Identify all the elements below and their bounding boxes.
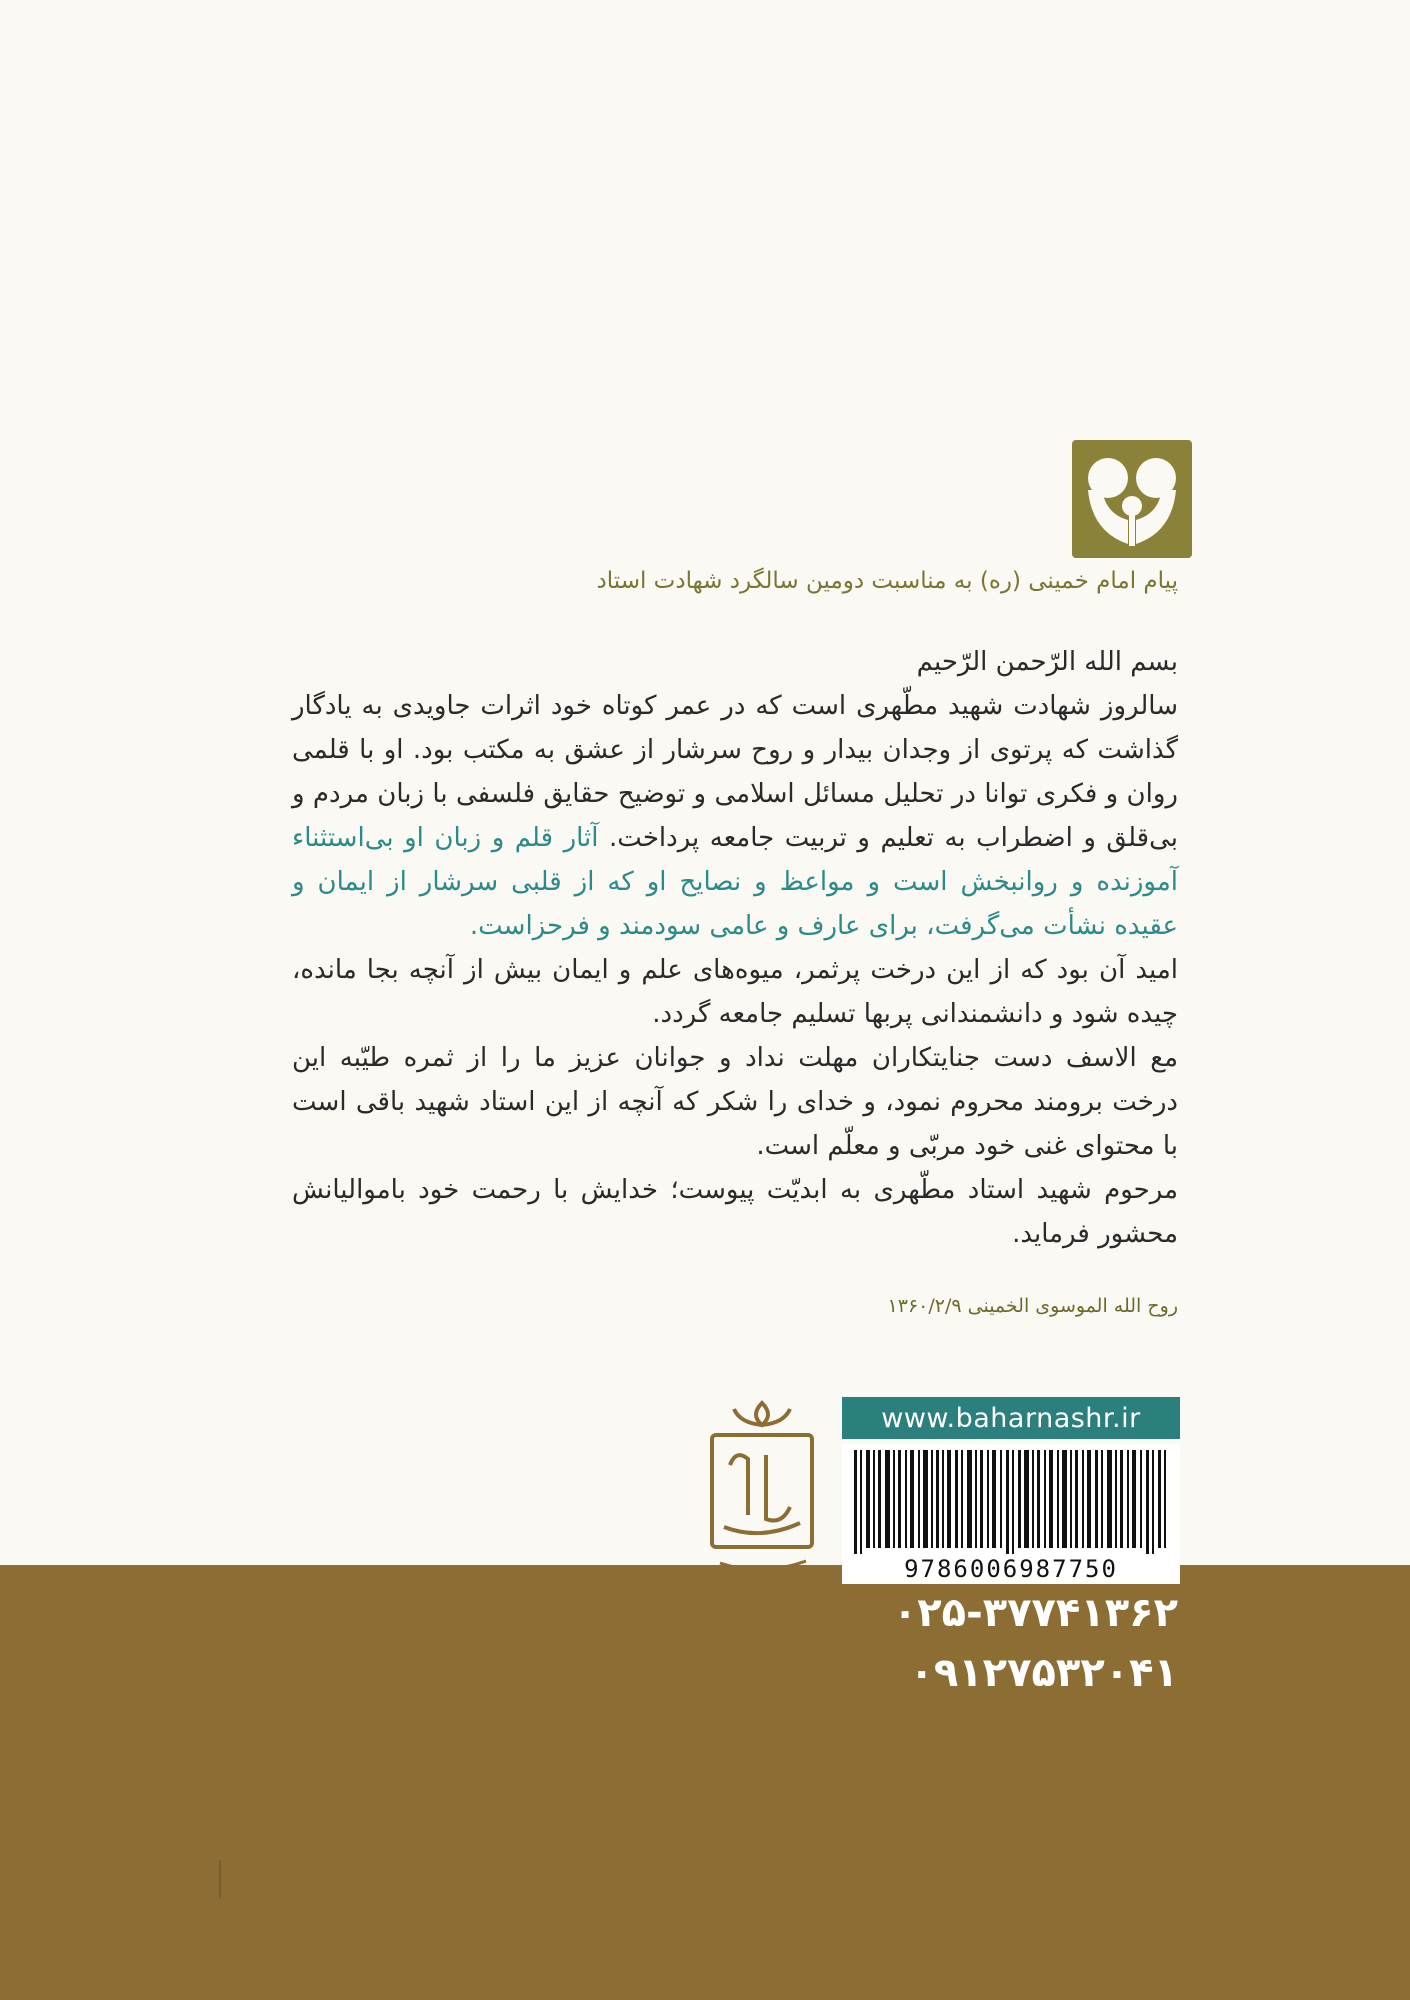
phone-number-landline: ۰۲۵-۳۷۷۴۱۳۶۲ [892, 1590, 1178, 1636]
paragraph-3: مع الاسف دست جنایتکاران مهلت نداد و جوانان عزیز ما را از ثمره طیّبه این درخت برومند محروم نمود، و خدای را شکر که آنچه از این استاد شهید باقی است با محتوای غنی خود مربّی و معلّم است. [292, 1043, 1178, 1161]
message-body [292, 640, 1178, 1256]
paragraph-1-text: سالروز شهادت شهید مطّهری است که در عمر کوتاه خود اثرات جاویدی به یادگار گذاشت که پرتوی از وجدان بیدار و روح سرشار از عشق به مکتب بود. او با قلمی روان و فکری توانا در تحلیل مسائل اسلامی و توضیح حقایق فلسفی با زبان مردم و بی‌قلق و اضطراب به تعلیم و تربیت جامعه پرداخت. [292, 691, 1179, 853]
barcode-number: 9786006987750 [842, 1554, 1180, 1584]
paragraph-4: مرحوم شهید استاد مطّهری به ابدیّت پیوست؛ خدایش با رحمت خود باموالیانش محشور فرماید. [292, 1175, 1178, 1249]
signature: روح الله الموسوی الخمینی ۱۳۶۰/۲/۹ [887, 1295, 1178, 1317]
highlighted-text: آثار قلم و زبان او بی‌استثناء آموزنده و روانبخش است و مواعظ و نصایح او که از قلبی سرشار از ایمان و عقیده نشأت می‌گرفت، برای عارف و عامی سودمند و فرحزاست. [292, 823, 1178, 941]
publisher-emblem-icon [690, 1395, 835, 1585]
paragraph-2: امید آن بود که از این درخت پرثمر، میوه‌های علم و ایمان بیش از آنچه بجا مانده، چیده شود و دانشمندانی پربها تسلیم جامعه گردد. [292, 955, 1178, 1029]
edge-mark [219, 1860, 221, 1898]
pen-nib-emblem-icon [1072, 440, 1192, 558]
website-url: www.baharnashr.ir [842, 1397, 1180, 1439]
paragraph-1 [292, 684, 1178, 948]
header-title: پیام امام خمینی (ره) به مناسبت دومین سالگرد شهادت استاد [596, 568, 1178, 594]
isbn-barcode [842, 1444, 1180, 1554]
phone-number-mobile: ۰۹۱۲۷۵۳۲۰۴۱ [909, 1650, 1178, 1696]
bottom-band [0, 1565, 1410, 2000]
bismillah: بسم الله الرّحمن الرّحیم [916, 647, 1178, 677]
